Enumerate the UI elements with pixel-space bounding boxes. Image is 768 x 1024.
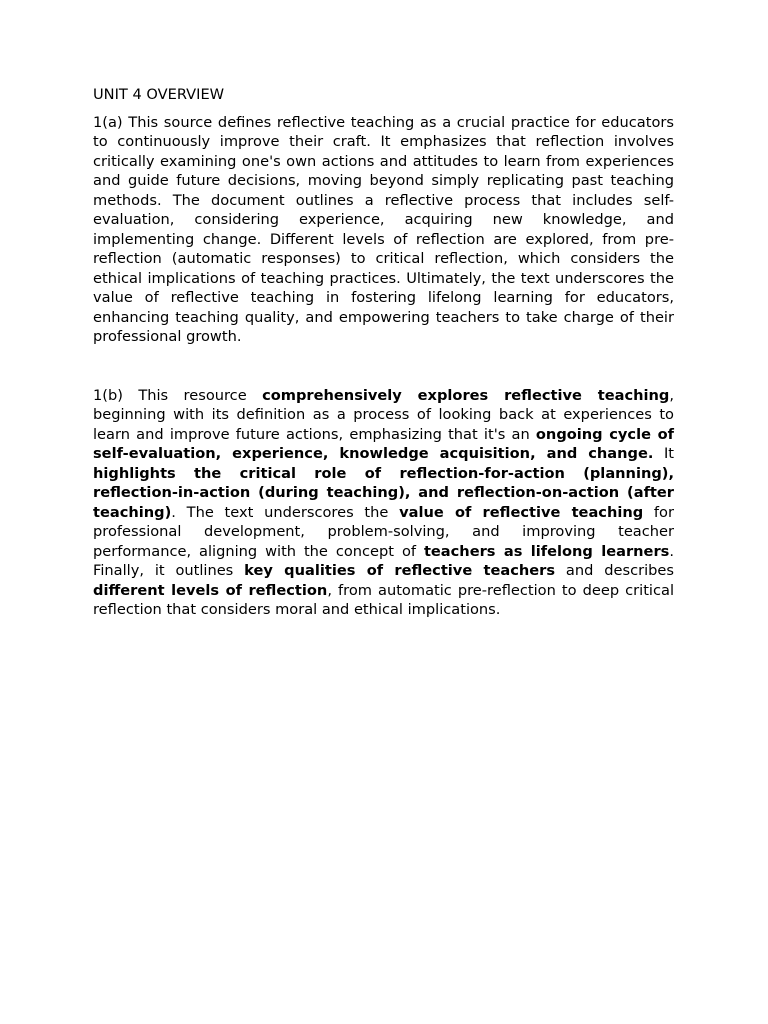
text-run: . The text underscores the bbox=[171, 503, 400, 521]
text-run: , from automatic pre-reflection to deep critical reflection that considers moral and ethical implications. bbox=[93, 581, 674, 618]
bold-run: highlights the critical role of reflection-for-action (planning), reflection-in-action (during teaching), and reflection-on-action (after teaching) bbox=[93, 464, 674, 521]
text-run: , beginning with its definition as a process of looking back at experiences to learn and improve future actions, emphasizing that it's an bbox=[93, 386, 675, 443]
document-page bbox=[93, 85, 674, 620]
text-run: 1(b) This resource bbox=[93, 386, 263, 404]
text-run: It bbox=[653, 445, 675, 462]
bold-run: value of reflective teaching bbox=[399, 503, 644, 521]
text-run: for professional development, problem-solving, and improving teacher performance, aligning with the concept of bbox=[93, 503, 674, 560]
bold-run: comprehensively explores reflective teaching bbox=[262, 386, 670, 404]
document-title: UNIT 4 OVERVIEW bbox=[93, 86, 225, 103]
bold-run: ongoing cycle of self-evaluation, experience, knowledge acquisition, and change. bbox=[93, 425, 675, 462]
paragraph-1b bbox=[93, 386, 674, 620]
bold-run: teachers as lifelong learners bbox=[423, 542, 670, 560]
paragraph-1a: 1(a) This source defines reflective teaching as a crucial practice for educators to continuously improve their craft. It emphasizes that reflection involves critically examining one's own actions and attitudes to learn from experiences and guide future decisions, moving beyond simply replicating past teaching methods. The document outlines a reflective process that includes self-evaluation, considering experience, acquiring new knowledge, and implementing change. Different levels of reflection are explored, from pre-reflection (automatic responses) to critical reflection, which considers the ethical implications of teaching practices. Ultimately, the text underscores the value of reflective teaching in fostering lifelong learning for educators, enhancing teaching quality, and empowering teachers to take charge of their professional growth. bbox=[93, 113, 674, 345]
text-run: . Finally, it outlines bbox=[93, 542, 674, 579]
bold-run: key qualities of reflective teachers bbox=[244, 562, 556, 579]
text-run: and describes bbox=[555, 562, 674, 579]
bold-run: different levels of reflection bbox=[93, 581, 328, 599]
